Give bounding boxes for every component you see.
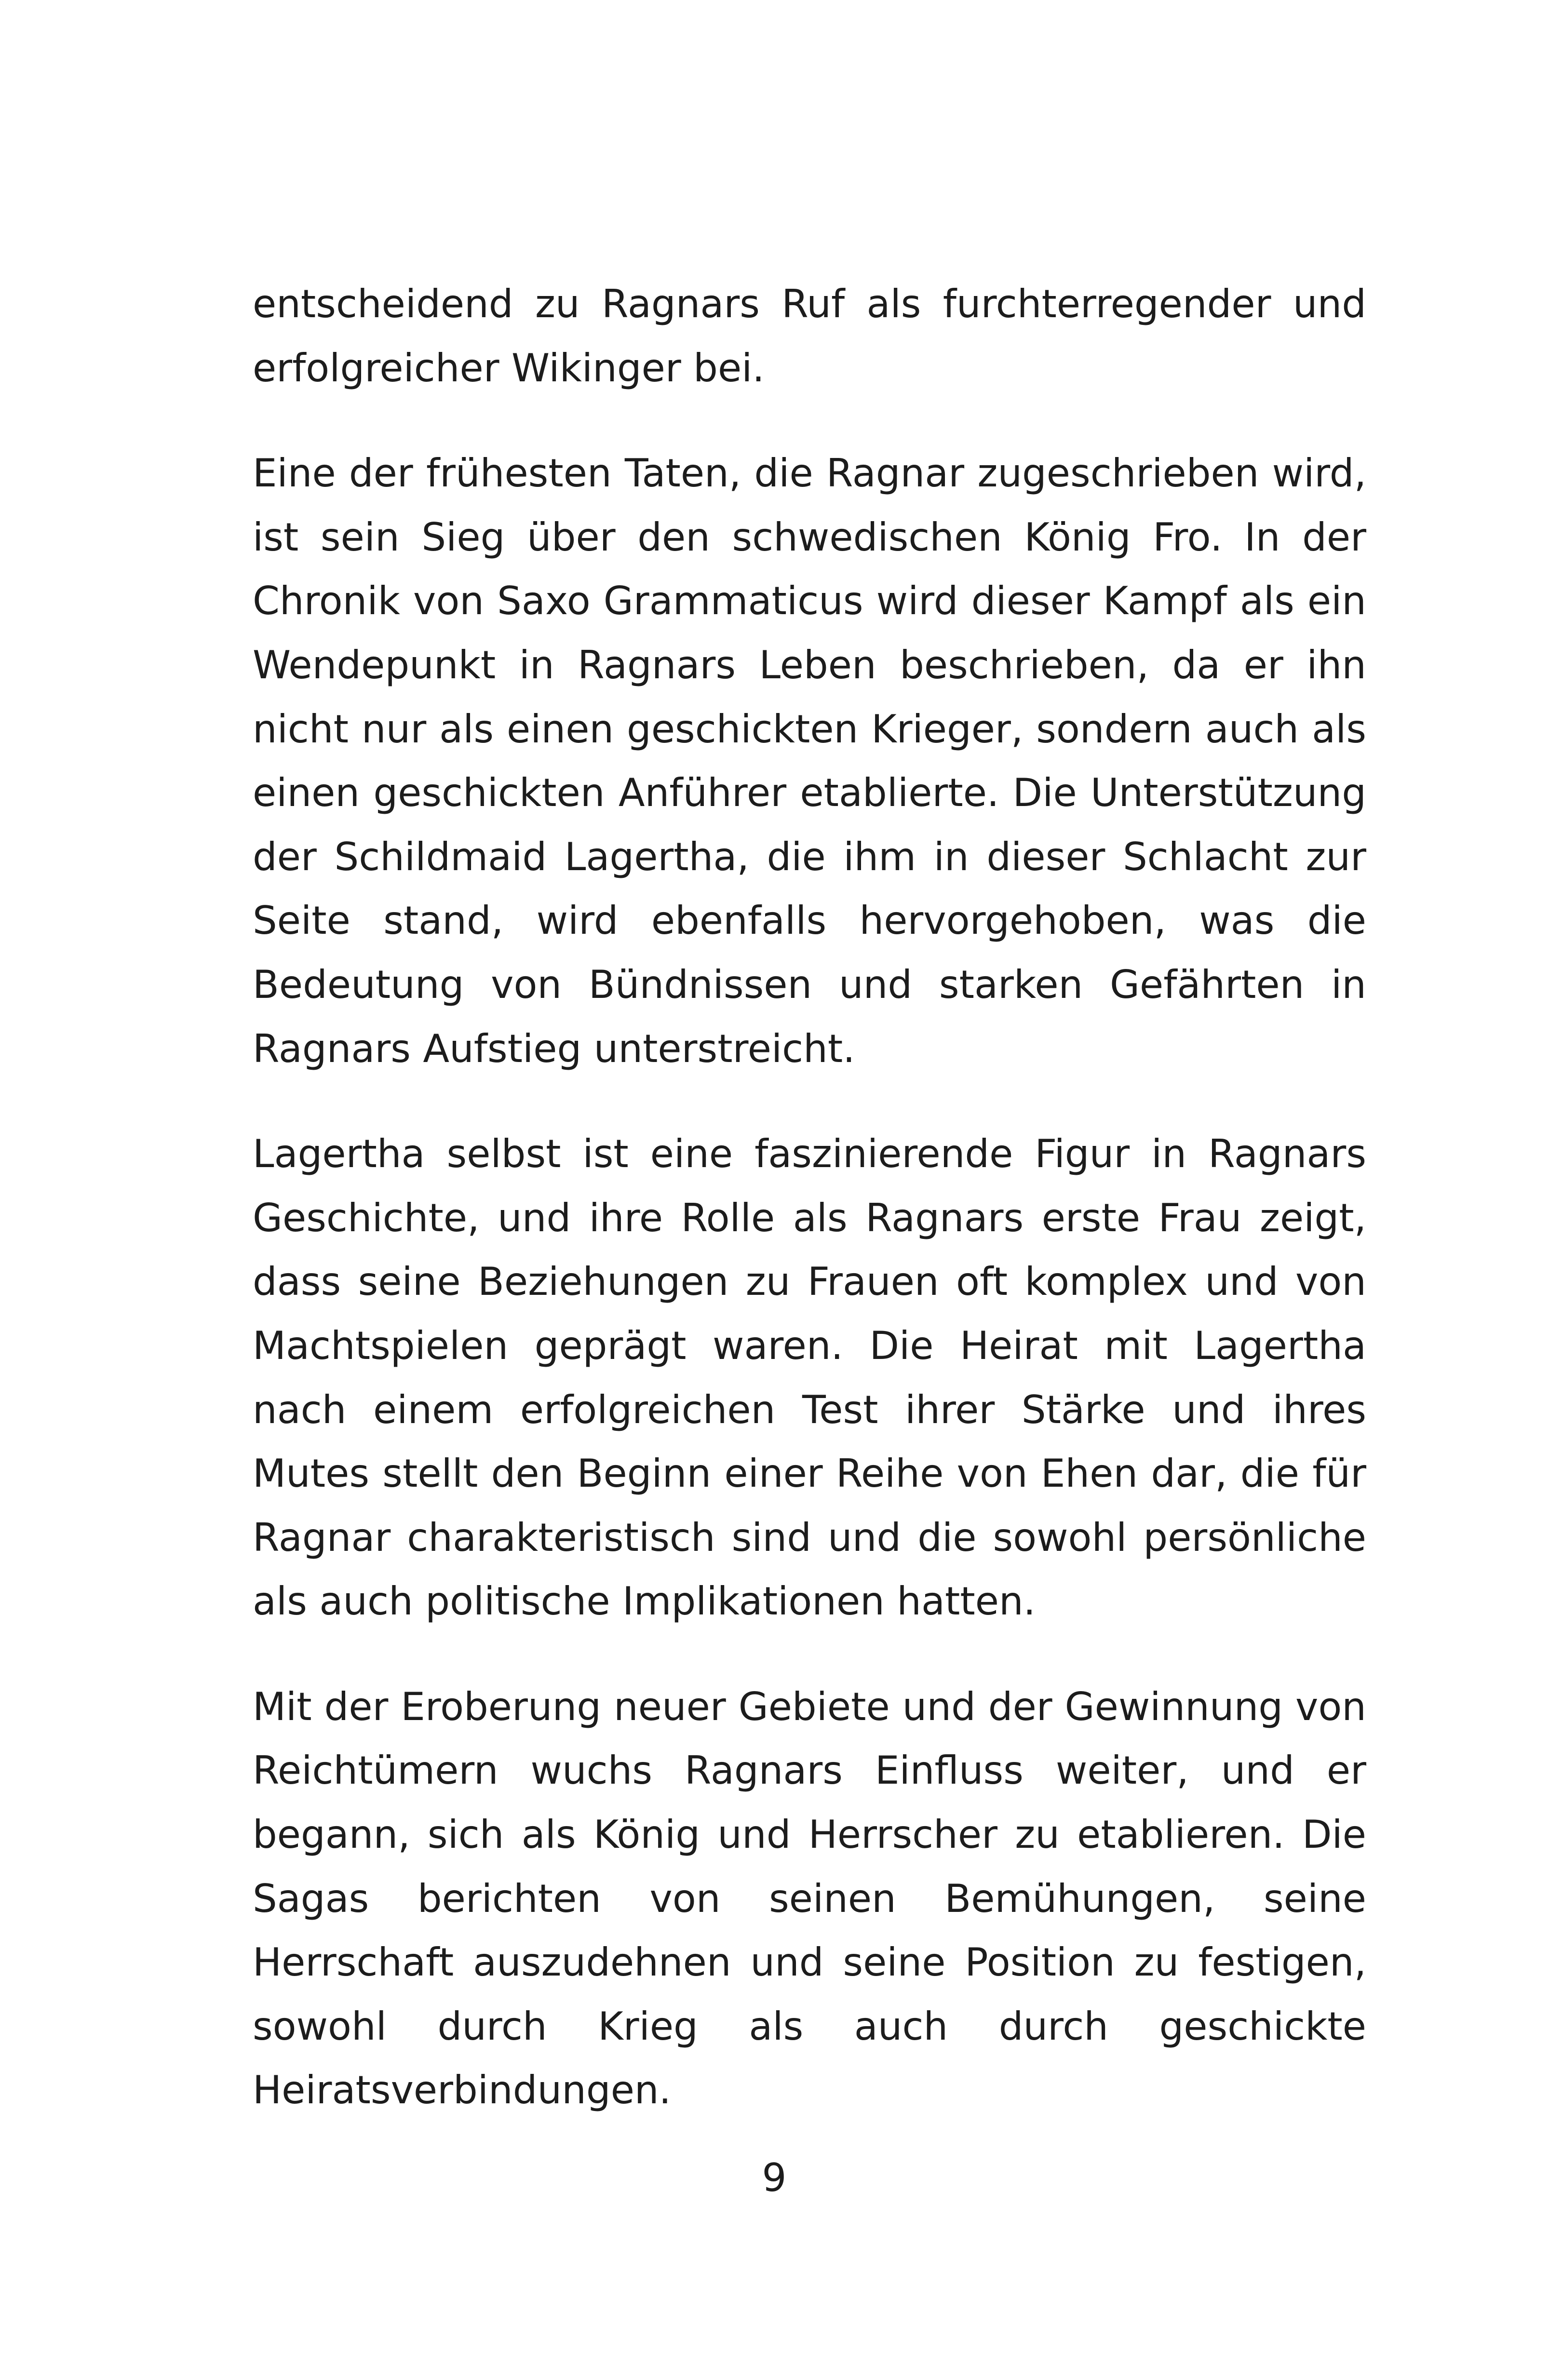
body-text	[253, 272, 1366, 2123]
paragraph-3: Lagertha selbst ist eine faszinierende Figur in Ragnars Geschichte, und ihre Rolle als Ragnars erste Frau zeigt, dass seine Beziehungen zu Frauen oft komplex und von Machtspielen geprägt waren. Die Heirat mit Lagertha nach einem erfolgreichen Test ihrer Stärke und ihres Mutes stellt den Beginn einer Reihe von Ehen dar, die für Ragnar charakteristisch sind und die sowohl persönliche als auch politische Implikationen hatten.	[253, 1131, 1366, 1624]
paragraph-1: entscheidend zu Ragnars Ruf als furchterregender und erfolgreicher Wikinger bei.	[253, 282, 1366, 390]
paragraph-2: Eine der frühesten Taten, die Ragnar zugeschrieben wird, ist sein Sieg über den schwedischen König Fro. In der Chronik von Saxo Grammaticus wird dieser Kampf als ein Wendepunkt in Ragnars Leben beschrieben, da er ihn nicht nur als einen geschickten Krieger, sondern auch als einen geschickten Anführer etablierte. Die Unterstützung der Schildmaid Lagertha, die ihm in dieser Schlacht zur Seite stand, wird ebenfalls hervorgehoben, was die Bedeutung von Bündnissen und starken Gefährten in Ragnars Aufstieg unterstreicht.	[253, 451, 1366, 1071]
paragraph-4: Mit der Eroberung neuer Gebiete und der Gewinnung von Reichtümern wuchs Ragnars Einfluss weiter, und er begann, sich als König und Herrscher zu etablieren. Die Sagas berichten von seinen Bemühungen, seine Herrschaft auszudehnen und seine Position zu festigen, sowohl durch Krieg als auch durch geschickte Heiratsverbindungen.	[253, 1684, 1366, 2113]
page-number: 9	[762, 2155, 787, 2200]
